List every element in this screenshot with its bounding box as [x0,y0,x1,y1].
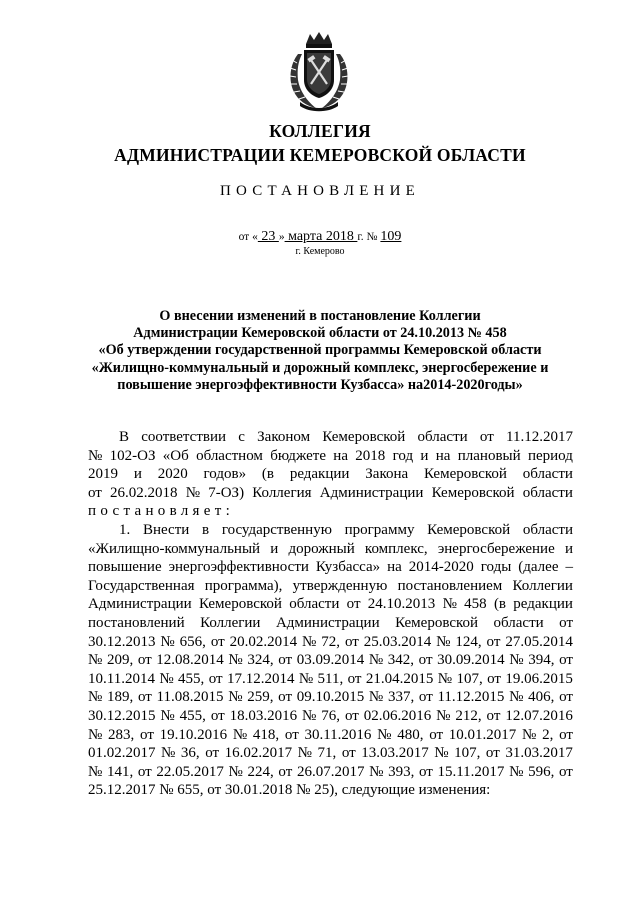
date-day: 23 [257,229,279,244]
body-line: № 189, от 11.08.2015 № 259, от 09.10.2015 № 337, от 11.12.2015 № 406, от [88,689,573,706]
body-line: 30.12.2015 № 455, от 18.03.2016 № 76, от 02.06.2016 № 212, от 12.07.2016 [88,707,573,724]
number-label: № [363,231,381,243]
body-line: 25.12.2017 № 655, от 30.01.2018 № 25), следующие изменения: [88,782,491,799]
date-quote-close: » [278,231,285,243]
org-name-line-1: КОЛЛЕГИЯ [269,121,371,141]
body-line: 30.12.2013 № 656, от 20.02.2014 № 72, от 25.03.2014 № 124, от 27.05.2014 [88,633,573,650]
org-name-line-2: АДМИНИСТРАЦИИ КЕМЕРОВСКОЙ ОБЛАСТИ [114,145,526,165]
title-line: Администрации Кемеровской области от 24.10.2013 № 458 [133,325,507,342]
body-line: Администрации Кемеровской области от 24.10.2013 № 458 (в редакции [88,596,573,613]
body-line: 1. Внести в государственную программу Кемеровской области [119,521,573,538]
title-line: повышение энергоэффективности Кузбасса» на2014-2020годы» [117,376,523,393]
body-line: № 209, от 12.08.2014 № 324, от 03.09.2014 № 342, от 30.09.2014 № 394, от [88,652,573,669]
title-line: «Об утверждении государственной программы Кемеровской области [98,342,542,359]
document-title [90,308,550,394]
body-line: повышение энергоэффективности Кузбасса» на 2014-2020 годы (далее – [88,559,573,576]
body-line: от 26.02.2018 № 7-ОЗ) Коллегия Администрации Кемеровской области [88,484,573,501]
body-line: 01.02.2017 № 36, от 16.02.2017 № 71, от 13.03.2017 № 107, от 31.03.2017 [88,745,573,762]
body-line: В соответствии с Законом Кемеровской области от 11.12.2017 [119,429,573,445]
title-line: «Жилищно-коммунальный и дорожный комплекс, энергосбережение и [91,359,549,376]
body-line: Государственная программа), утвержденную постановлением Коллегии [88,577,573,594]
date-prefix: от « [238,231,258,243]
body-line: 2019 и 2020 годов» (в редакции Закона Кемеровской области [88,466,573,483]
city: г. Кемерово [295,246,345,257]
body-line: № 102-ОЗ «Об областном бюджете на 2018 год и на плановый период [88,447,573,464]
body-line: постановлений Коллегии Администрации Кемеровской области от [88,614,573,631]
body-line: № 283, от 19.10.2016 № 418, от 30.11.2016 № 480, от 10.01.2017 № 2, от [88,726,573,743]
date-line [0,229,640,245]
title-line: О внесении изменений в постановление Коллегии [159,308,481,324]
body-line: 10.11.2014 № 455, от 17.12.2014 № 511, от 21.04.2015 № 107, от 19.06.2015 [88,670,573,687]
date-year-suffix: г. [357,231,364,243]
document-number: 109 [380,229,402,244]
coat-of-arms-emblem [286,30,352,112]
body-line: постановляет: [88,503,235,520]
document-type: ПОСТАНОВЛЕНИЕ [220,183,420,199]
date-month-year: марта 2018 [284,229,358,244]
body-line: № 141, от 22.05.2017 № 224, от 26.07.2017 № 393, от 15.11.2017 № 596, от [88,763,573,780]
document-body [88,428,573,800]
body-line: «Жилищно-коммунальный и дорожный комплекс, энергосбережение и [88,540,573,557]
